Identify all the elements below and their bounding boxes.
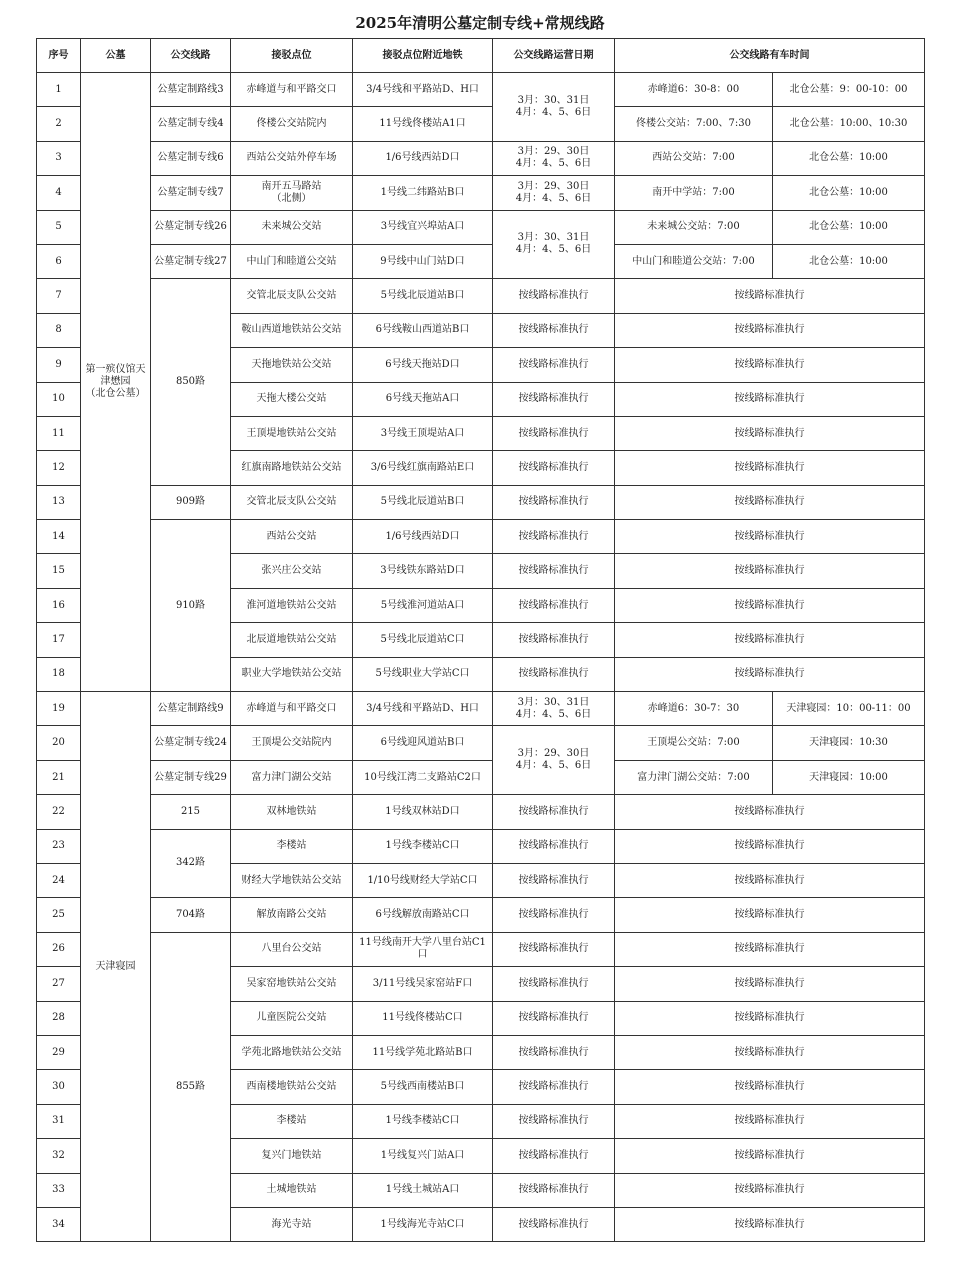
return-time-cell: 北仓公墓：9：00-10：00 [773, 73, 925, 107]
metro-cell: 5号线北辰道站B口 [353, 485, 493, 519]
seq-cell: 33 [37, 1173, 81, 1207]
schedule-table [36, 38, 925, 1242]
metro-cell: 1号线海光寺站C口 [353, 1207, 493, 1241]
stop-cell: 南开五马路站 （北侧） [231, 176, 353, 210]
return-time-cell: 北仓公墓：10:00 [773, 141, 925, 175]
times-cell: 按线路标准执行 [615, 829, 925, 863]
depart-time-cell: 西站公交站：7:00 [615, 141, 773, 175]
dates-cell: 按线路标准执行 [493, 279, 615, 313]
stop-cell: 未来城公交站 [231, 210, 353, 244]
depart-time-cell: 王顶堤公交站：7:00 [615, 726, 773, 760]
line-cell: 公墓定制专线4 [151, 107, 231, 141]
line-cell: 公墓定制路线3 [151, 73, 231, 107]
metro-cell: 1号线二纬路站B口 [353, 176, 493, 210]
times-cell: 按线路标准执行 [615, 1139, 925, 1173]
line-cell: 公墓定制专线7 [151, 176, 231, 210]
dates-cell: 3月：30、31日 4月：4、5、6日 [493, 692, 615, 726]
depart-time-cell: 佟楼公交站：7:00、7:30 [615, 107, 773, 141]
metro-cell: 9号线中山门站D口 [353, 244, 493, 278]
table-row [37, 279, 925, 313]
line-cell: 公墓定制专线26 [151, 210, 231, 244]
header-seq: 序号 [37, 39, 81, 73]
stop-cell: 鞍山西道地铁站公交站 [231, 313, 353, 347]
seq-cell: 21 [37, 760, 81, 794]
seq-cell: 29 [37, 1035, 81, 1069]
metro-cell: 3/4号线和平路站D、H口 [353, 692, 493, 726]
stop-cell: 李楼站 [231, 1104, 353, 1138]
metro-cell: 5号线淮河道站A口 [353, 588, 493, 622]
dates-cell: 3月：30、31日 4月：4、5、6日 [493, 210, 615, 279]
times-cell: 按线路标准执行 [615, 932, 925, 966]
line-cell: 850路 [151, 279, 231, 485]
header-row [37, 39, 925, 73]
return-time-cell: 北仓公墓：10:00 [773, 176, 925, 210]
metro-cell: 5号线北辰道站C口 [353, 623, 493, 657]
seq-cell: 1 [37, 73, 81, 107]
stop-cell: 西站公交站 [231, 520, 353, 554]
return-time-cell: 天津寝园：10:00 [773, 760, 925, 794]
metro-cell: 1/6号线西站D口 [353, 141, 493, 175]
dates-cell: 按线路标准执行 [493, 657, 615, 691]
depart-time-cell: 南开中学站：7:00 [615, 176, 773, 210]
line-cell: 公墓定制专线24 [151, 726, 231, 760]
table-row [37, 520, 925, 554]
seq-cell: 14 [37, 520, 81, 554]
cemetery-cell: 第一殡仪馆天 津懋园 （北仓公墓） [81, 73, 151, 692]
dates-cell: 按线路标准执行 [493, 829, 615, 863]
metro-cell: 3/6号线红旗南路站E口 [353, 451, 493, 485]
line-cell: 公墓定制专线27 [151, 244, 231, 278]
stop-cell: 交管北辰支队公交站 [231, 485, 353, 519]
stop-cell: 吴家窑地铁站公交站 [231, 967, 353, 1001]
line-cell: 公墓定制专线29 [151, 760, 231, 794]
stop-cell: 赤峰道与和平路交口 [231, 73, 353, 107]
stop-cell: 天拖大楼公交站 [231, 382, 353, 416]
cemetery-cell: 天津寝园 [81, 692, 151, 1242]
seq-cell: 3 [37, 141, 81, 175]
seq-cell: 7 [37, 279, 81, 313]
dates-cell: 按线路标准执行 [493, 520, 615, 554]
seq-cell: 26 [37, 932, 81, 966]
dates-cell: 3月：29、30日 4月：4、5、6日 [493, 141, 615, 175]
stop-cell: 张兴庄公交站 [231, 554, 353, 588]
seq-cell: 16 [37, 588, 81, 622]
metro-cell: 11号线佟楼站C口 [353, 1001, 493, 1035]
seq-cell: 15 [37, 554, 81, 588]
dates-cell: 按线路标准执行 [493, 554, 615, 588]
metro-cell: 11号线南开大学八里台站C1口 [353, 932, 493, 966]
metro-cell: 6号线天拖站D口 [353, 348, 493, 382]
seq-cell: 19 [37, 692, 81, 726]
stop-cell: 土城地铁站 [231, 1173, 353, 1207]
table-row [37, 176, 925, 210]
header-times: 公交线路有车时间 [615, 39, 925, 73]
table-row [37, 73, 925, 107]
stop-cell: 交管北辰支队公交站 [231, 279, 353, 313]
dates-cell: 按线路标准执行 [493, 451, 615, 485]
times-cell: 按线路标准执行 [615, 588, 925, 622]
seq-cell: 11 [37, 416, 81, 450]
table-row [37, 932, 925, 966]
dates-cell: 按线路标准执行 [493, 932, 615, 966]
metro-cell: 1/6号线西站D口 [353, 520, 493, 554]
line-cell: 342路 [151, 829, 231, 898]
metro-cell: 1号线土城站A口 [353, 1173, 493, 1207]
table-row [37, 485, 925, 519]
stop-cell: 西南楼地铁站公交站 [231, 1070, 353, 1104]
seq-cell: 18 [37, 657, 81, 691]
dates-cell: 按线路标准执行 [493, 967, 615, 1001]
times-cell: 按线路标准执行 [615, 520, 925, 554]
dates-cell: 3月：29、30日 4月：4、5、6日 [493, 726, 615, 795]
table-row [37, 141, 925, 175]
dates-cell: 3月：29、30日 4月：4、5、6日 [493, 176, 615, 210]
table-row [37, 829, 925, 863]
metro-cell: 1号线李楼站C口 [353, 829, 493, 863]
header-metro: 接驳点位附近地铁 [353, 39, 493, 73]
seq-cell: 22 [37, 795, 81, 829]
times-cell: 按线路标准执行 [615, 967, 925, 1001]
seq-cell: 13 [37, 485, 81, 519]
seq-cell: 24 [37, 863, 81, 897]
depart-time-cell: 赤峰道6：30-7：30 [615, 692, 773, 726]
dates-cell: 按线路标准执行 [493, 382, 615, 416]
times-cell: 按线路标准执行 [615, 451, 925, 485]
header-cemetery: 公墓 [81, 39, 151, 73]
line-cell: 855路 [151, 932, 231, 1242]
metro-cell: 5号线职业大学站C口 [353, 657, 493, 691]
stop-cell: 西站公交站外停车场 [231, 141, 353, 175]
stop-cell: 红旗南路地铁站公交站 [231, 451, 353, 485]
table-row [37, 107, 925, 141]
return-time-cell: 北仓公墓：10:00、10:30 [773, 107, 925, 141]
dates-cell: 按线路标准执行 [493, 588, 615, 622]
dates-cell: 按线路标准执行 [493, 313, 615, 347]
times-cell: 按线路标准执行 [615, 657, 925, 691]
stop-cell: 中山门和睦道公交站 [231, 244, 353, 278]
metro-cell: 3/4号线和平路站D、H口 [353, 73, 493, 107]
stop-cell: 佟楼公交站院内 [231, 107, 353, 141]
seq-cell: 6 [37, 244, 81, 278]
return-time-cell: 天津寝园：10：00-11：00 [773, 692, 925, 726]
times-cell: 按线路标准执行 [615, 554, 925, 588]
depart-time-cell: 富力津门湖公交站：7:00 [615, 760, 773, 794]
table-row [37, 210, 925, 244]
seq-cell: 34 [37, 1207, 81, 1241]
table-row [37, 760, 925, 794]
metro-cell: 6号线天拖站A口 [353, 382, 493, 416]
stop-cell: 儿童医院公交站 [231, 1001, 353, 1035]
times-cell: 按线路标准执行 [615, 863, 925, 897]
stop-cell: 财经大学地铁站公交站 [231, 863, 353, 897]
line-cell: 909路 [151, 485, 231, 519]
metro-cell: 3/11号线吴家窑站F口 [353, 967, 493, 1001]
stop-cell: 赤峰道与和平路交口 [231, 692, 353, 726]
stop-cell: 复兴门地铁站 [231, 1139, 353, 1173]
table-row [37, 726, 925, 760]
header-dates: 公交线路运营日期 [493, 39, 615, 73]
dates-cell: 按线路标准执行 [493, 416, 615, 450]
times-cell: 按线路标准执行 [615, 1001, 925, 1035]
times-cell: 按线路标准执行 [615, 485, 925, 519]
stop-cell: 王顶堤地铁站公交站 [231, 416, 353, 450]
times-cell: 按线路标准执行 [615, 1207, 925, 1241]
line-cell: 910路 [151, 520, 231, 692]
times-cell: 按线路标准执行 [615, 623, 925, 657]
seq-cell: 4 [37, 176, 81, 210]
times-cell: 按线路标准执行 [615, 1104, 925, 1138]
seq-cell: 5 [37, 210, 81, 244]
times-cell: 按线路标准执行 [615, 1173, 925, 1207]
dates-cell: 3月：30、31日 4月：4、5、6日 [493, 73, 615, 142]
line-cell: 公墓定制专线6 [151, 141, 231, 175]
seq-cell: 31 [37, 1104, 81, 1138]
times-cell: 按线路标准执行 [615, 313, 925, 347]
seq-cell: 9 [37, 348, 81, 382]
times-cell: 按线路标准执行 [615, 348, 925, 382]
metro-cell: 6号线解放南路站C口 [353, 898, 493, 932]
times-cell: 按线路标准执行 [615, 898, 925, 932]
depart-time-cell: 中山门和睦道公交站：7:00 [615, 244, 773, 278]
return-time-cell: 北仓公墓：10:00 [773, 210, 925, 244]
stop-cell: 王顶堤公交站院内 [231, 726, 353, 760]
stop-cell: 北辰道地铁站公交站 [231, 623, 353, 657]
metro-cell: 3号线铁东路站D口 [353, 554, 493, 588]
line-cell: 公墓定制路线9 [151, 692, 231, 726]
metro-cell: 10号线江湾二支路站C2口 [353, 760, 493, 794]
seq-cell: 20 [37, 726, 81, 760]
metro-cell: 3号线王顶堤站A口 [353, 416, 493, 450]
stop-cell: 解放南路公交站 [231, 898, 353, 932]
stop-cell: 双林地铁站 [231, 795, 353, 829]
dates-cell: 按线路标准执行 [493, 1207, 615, 1241]
times-cell: 按线路标准执行 [615, 795, 925, 829]
page-title: 2025年清明公墓定制专线+常规线路 [355, 14, 605, 32]
seq-cell: 30 [37, 1070, 81, 1104]
line-cell: 704路 [151, 898, 231, 932]
times-cell: 按线路标准执行 [615, 279, 925, 313]
metro-cell: 5号线西南楼站B口 [353, 1070, 493, 1104]
line-cell: 215 [151, 795, 231, 829]
depart-time-cell: 未来城公交站：7:00 [615, 210, 773, 244]
metro-cell: 1号线复兴门站A口 [353, 1139, 493, 1173]
metro-cell: 3号线宜兴埠站A口 [353, 210, 493, 244]
stop-cell: 学苑北路地铁站公交站 [231, 1035, 353, 1069]
dates-cell: 按线路标准执行 [493, 623, 615, 657]
metro-cell: 1号线李楼站C口 [353, 1104, 493, 1138]
metro-cell: 6号线迎风道站B口 [353, 726, 493, 760]
dates-cell: 按线路标准执行 [493, 1070, 615, 1104]
table-row [37, 795, 925, 829]
stop-cell: 八里台公交站 [231, 932, 353, 966]
seq-cell: 12 [37, 451, 81, 485]
dates-cell: 按线路标准执行 [493, 1139, 615, 1173]
seq-cell: 17 [37, 623, 81, 657]
metro-cell: 11号线佟楼站A1口 [353, 107, 493, 141]
metro-cell: 6号线鞍山西道站B口 [353, 313, 493, 347]
metro-cell: 11号线学苑北路站B口 [353, 1035, 493, 1069]
dates-cell: 按线路标准执行 [493, 863, 615, 897]
seq-cell: 10 [37, 382, 81, 416]
dates-cell: 按线路标准执行 [493, 795, 615, 829]
dates-cell: 按线路标准执行 [493, 348, 615, 382]
stop-cell: 富力津门湖公交站 [231, 760, 353, 794]
stop-cell: 海光寺站 [231, 1207, 353, 1241]
times-cell: 按线路标准执行 [615, 416, 925, 450]
stop-cell: 职业大学地铁站公交站 [231, 657, 353, 691]
seq-cell: 32 [37, 1139, 81, 1173]
seq-cell: 2 [37, 107, 81, 141]
dates-cell: 按线路标准执行 [493, 485, 615, 519]
dates-cell: 按线路标准执行 [493, 1035, 615, 1069]
table-row [37, 898, 925, 932]
seq-cell: 25 [37, 898, 81, 932]
dates-cell: 按线路标准执行 [493, 1173, 615, 1207]
depart-time-cell: 赤峰道6：30-8：00 [615, 73, 773, 107]
return-time-cell: 北仓公墓：10:00 [773, 244, 925, 278]
seq-cell: 28 [37, 1001, 81, 1035]
times-cell: 按线路标准执行 [615, 1070, 925, 1104]
seq-cell: 27 [37, 967, 81, 1001]
dates-cell: 按线路标准执行 [493, 1001, 615, 1035]
return-time-cell: 天津寝园：10:30 [773, 726, 925, 760]
stop-cell: 天拖地铁站公交站 [231, 348, 353, 382]
header-line: 公交线路 [151, 39, 231, 73]
metro-cell: 1/10号线财经大学站C口 [353, 863, 493, 897]
stop-cell: 淮河道地铁站公交站 [231, 588, 353, 622]
times-cell: 按线路标准执行 [615, 382, 925, 416]
table-row [37, 692, 925, 726]
seq-cell: 8 [37, 313, 81, 347]
metro-cell: 5号线北辰道站B口 [353, 279, 493, 313]
stop-cell: 李楼站 [231, 829, 353, 863]
header-stop: 接驳点位 [231, 39, 353, 73]
dates-cell: 按线路标准执行 [493, 898, 615, 932]
times-cell: 按线路标准执行 [615, 1035, 925, 1069]
seq-cell: 23 [37, 829, 81, 863]
metro-cell: 1号线双林站D口 [353, 795, 493, 829]
dates-cell: 按线路标准执行 [493, 1104, 615, 1138]
table-row [37, 244, 925, 278]
